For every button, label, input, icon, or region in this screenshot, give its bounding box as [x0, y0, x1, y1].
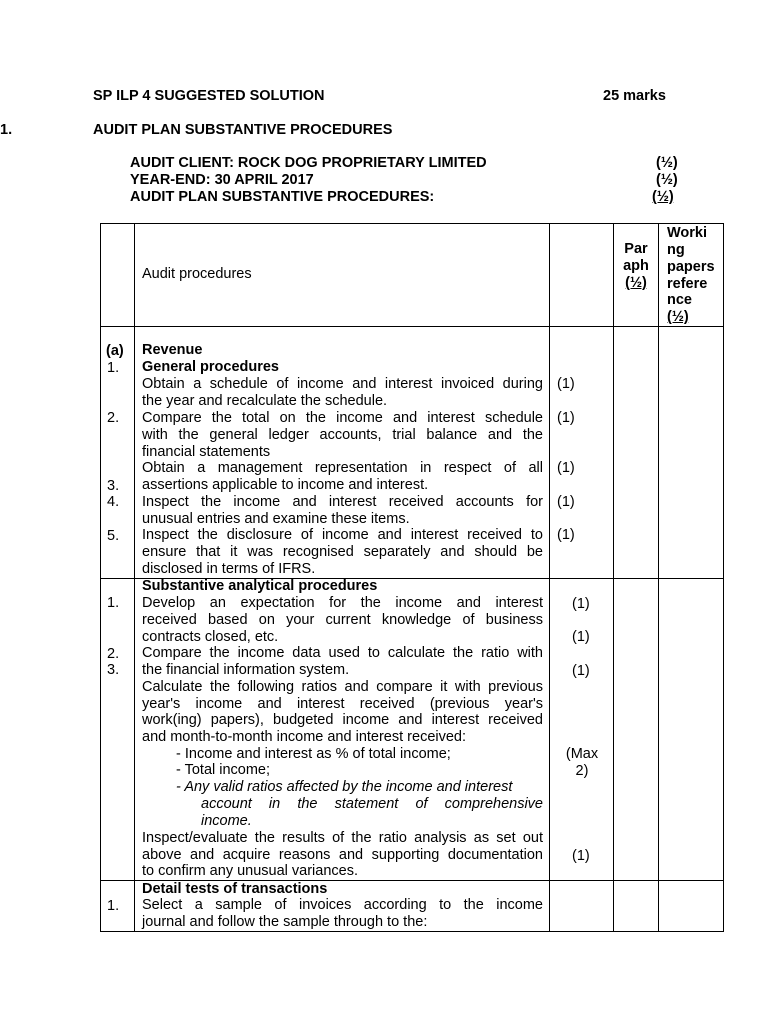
ratio-bullet: - Income and interest as % of total income;	[176, 746, 451, 762]
table-border-right	[723, 223, 724, 932]
mark: (1)	[557, 410, 575, 426]
mark: (1)	[572, 629, 590, 645]
audit-client: AUDIT CLIENT: ROCK DOG PROPRIETARY LIMITED	[130, 155, 487, 171]
audit-client-mark: (½)	[656, 155, 678, 171]
max-mark: (Max	[565, 746, 599, 762]
question-heading: AUDIT PLAN SUBSTANTIVE PROCEDURES	[93, 122, 393, 138]
column-divider	[613, 223, 614, 932]
audit-plan-heading: AUDIT PLAN SUBSTANTIVE PROCEDURES:	[130, 189, 435, 205]
section-label: (a)	[106, 343, 124, 359]
max-mark: 2)	[575, 763, 589, 779]
section-title: Detail tests of transactions	[142, 881, 328, 897]
ratio-bullet: - Any valid ratios affected by the income and interest	[176, 779, 513, 795]
year-end: YEAR-END: 30 APRIL 2017	[130, 172, 314, 188]
column-divider	[134, 223, 135, 932]
mark: (1)	[557, 527, 575, 543]
table-border-bottom	[100, 931, 724, 932]
column-divider	[549, 223, 550, 932]
mark: (1)	[572, 848, 590, 864]
total-marks: 25 marks	[603, 88, 666, 104]
audit-plan-mark: (½)	[652, 189, 674, 205]
ratio-bullet-continued: income.	[201, 813, 252, 829]
question-number: 1.	[0, 122, 13, 138]
mark: (1)	[572, 663, 590, 679]
document-title: SP ILP 4 SUGGESTED SOLUTION	[93, 88, 325, 104]
section-subtitle: General procedures	[142, 359, 279, 375]
column-header-procedures: Audit procedures	[142, 266, 252, 282]
year-end-mark: (½)	[656, 172, 678, 188]
column-divider	[658, 223, 659, 932]
header-row-divider	[100, 326, 724, 327]
mark: (1)	[557, 376, 575, 392]
mark: (1)	[557, 460, 575, 476]
mark: (1)	[557, 494, 575, 510]
table-border-left	[100, 223, 101, 932]
section-title: Revenue	[142, 342, 203, 358]
table-border-top	[100, 223, 724, 224]
mark: (1)	[572, 596, 590, 612]
ratio-bullet: - Total income;	[176, 762, 271, 778]
ratio-bullet-continued: account in the statement of comprehensive	[201, 796, 543, 812]
section-title: Substantive analytical procedures	[142, 578, 378, 594]
